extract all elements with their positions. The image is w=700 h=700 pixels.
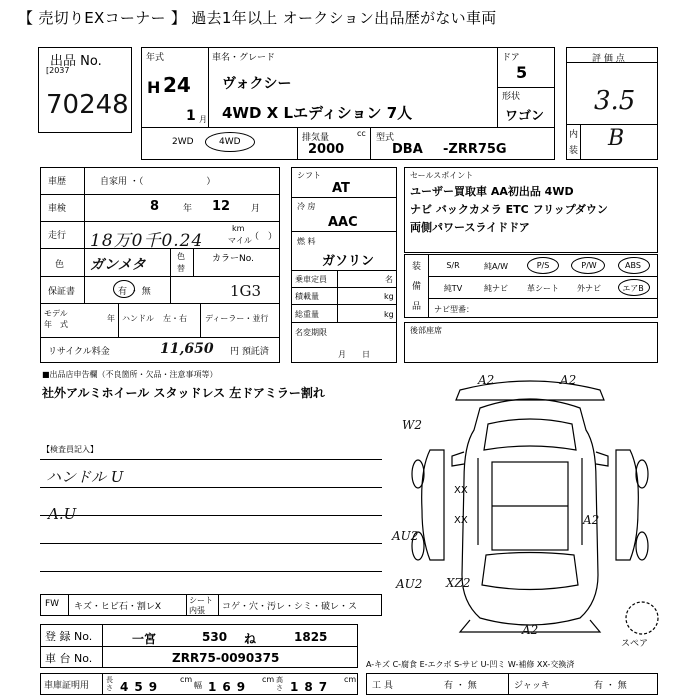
- floor-items: キズ・ヒビ石・割レX: [74, 602, 161, 612]
- recycle-unit: 円 預託済: [230, 347, 269, 357]
- width-value: 169: [208, 680, 252, 694]
- inspection-year-unit: 年: [183, 204, 193, 214]
- mileage-km: km: [232, 224, 245, 233]
- load-label: 積載量: [295, 292, 319, 301]
- lot-label: 出品 No.: [50, 54, 102, 69]
- score-label: 評 価 点: [592, 54, 625, 64]
- interior-label-1: 内: [569, 130, 579, 140]
- model-year-unit: 年: [107, 314, 115, 323]
- equip-pw-circle: [571, 257, 605, 274]
- name-change-unit: 月 日: [338, 350, 370, 359]
- sales-point-line-1: ユーザー買取車 AA初出品 4WD: [410, 185, 574, 198]
- month-unit: 月: [199, 115, 207, 124]
- equip-navi: 純ナビ: [484, 284, 508, 293]
- lot-prefix: [2037: [46, 66, 70, 75]
- chassis-label: 車 台 No.: [45, 652, 93, 665]
- equip-alloy: 純A/W: [483, 262, 509, 271]
- damage-mark-roof-2: XX: [454, 515, 468, 526]
- history-value: 自家用 ・（ ）: [100, 177, 216, 187]
- shape-value: ワゴン: [505, 109, 545, 124]
- equip-leather: 革シート: [527, 284, 559, 293]
- year-value: 24: [163, 73, 191, 97]
- recycle-amount: 11,650: [160, 341, 214, 357]
- mileage-paren: （ ）: [250, 232, 278, 242]
- handle-options: 左・右: [163, 314, 187, 323]
- legend-line-1: A-キズ C-腐食 E-エクボ S-サビ U-凹ミ W-補修 XX-交換済: [366, 660, 575, 669]
- color-written: ガンメタ: [90, 257, 146, 273]
- interior-label-2: 装: [569, 146, 579, 156]
- reg-kana: ね: [244, 632, 257, 646]
- equip-tv: 純TV: [443, 284, 463, 293]
- equip-airbag-circle: [618, 279, 650, 296]
- warranty-options: 有 ・ 無: [118, 287, 151, 297]
- spare-label: スペア: [621, 639, 649, 649]
- model-year-1: モデル: [44, 309, 68, 318]
- equip-abs: ABS: [625, 261, 641, 270]
- chassis-number: ZRR75-0090375: [172, 651, 280, 665]
- capacity-label: 乗車定員: [295, 275, 327, 284]
- drive-4wd-circle: [205, 132, 255, 152]
- sales-point-line-2: ナビ バックカメラ ETC フリップダウン: [410, 203, 608, 216]
- model-code: -ZRR75G: [443, 142, 507, 157]
- score-value: 3.5: [594, 86, 636, 116]
- damage-mark-rear-bumper: A2: [522, 623, 539, 637]
- name-label: 車名・グレード: [212, 53, 276, 63]
- car-diagram: [400, 370, 660, 640]
- mileage-label: 走行: [48, 231, 67, 241]
- inspector-line-2: A.U: [48, 505, 77, 523]
- model-year-2: 年 式: [44, 320, 68, 329]
- color-label: 色: [55, 260, 65, 270]
- jack-options: 有 ・ 無: [594, 681, 627, 691]
- color-no-value: 1G3: [230, 282, 262, 300]
- remarks-label: ■出品店申告欄（不良箇所・欠品・注意事項等）: [42, 370, 218, 379]
- model-label: 型式: [376, 133, 395, 143]
- reg-label: 登 録 No.: [45, 630, 93, 643]
- history-label: 車歴: [48, 177, 67, 187]
- inspection-month-unit: 月: [251, 204, 261, 214]
- reg-number: 1825: [294, 630, 328, 644]
- gross-unit: kg: [384, 310, 394, 319]
- name-change-label: 名変期限: [295, 328, 327, 337]
- dimensions-label: 車庫証明用: [44, 681, 90, 691]
- car-name: ヴォクシー: [222, 76, 292, 92]
- height-cm: cm: [344, 675, 357, 684]
- shift-label: シフト: [297, 171, 321, 180]
- floor-label: FW: [45, 599, 60, 609]
- color-no-label: カラーNo.: [212, 254, 254, 264]
- height-value: 187: [290, 680, 334, 694]
- mileage-written: 18万0千0.24: [90, 231, 204, 251]
- rear-seat-label: 後部座席: [410, 326, 442, 335]
- tools-options: 有 ・ 無: [444, 681, 477, 691]
- damage-mark-windshield: W2: [402, 418, 422, 432]
- doors-value: 5: [516, 63, 528, 82]
- shift-value: AT: [332, 181, 350, 196]
- year-label: 年式: [146, 53, 165, 63]
- color-change-2: 替: [177, 264, 185, 273]
- height-label: 高さ: [276, 676, 283, 692]
- drive-4wd: 4WD: [219, 137, 241, 147]
- inspection-month: 12: [212, 199, 231, 214]
- warranty-label: 保証書: [48, 287, 76, 297]
- handle-label: ハンドル: [122, 314, 154, 323]
- damage-mark-left-side: AU2: [392, 529, 419, 543]
- seat-label-2: 内張: [189, 606, 205, 615]
- inspection-label: 車検: [48, 204, 67, 214]
- history-table: [40, 167, 280, 363]
- ac-value: AAC: [328, 215, 358, 230]
- width-label: 幅: [194, 681, 202, 690]
- displacement-cc: cc: [357, 129, 366, 138]
- ac-label: 冷 房: [297, 202, 316, 211]
- drive-2wd: 2WD: [172, 137, 194, 147]
- equip-sunroof: S/R: [446, 261, 460, 270]
- inspection-year: 8: [150, 199, 160, 214]
- doors-label: ドア: [502, 53, 520, 63]
- car-grade: 4WD X Lエディション 7人: [222, 104, 413, 122]
- shape-label: 形状: [502, 92, 521, 102]
- seat-items: コゲ・穴・汚レ・シミ・破レ・ス: [222, 602, 358, 612]
- banner-title: 【 売切りEXコーナー 】 過去1年以上 オークション出品歴がない車両: [18, 9, 497, 27]
- rear-seat-box: [404, 322, 658, 363]
- jack-label: ジャッキ: [514, 681, 550, 691]
- navi-model-label: ナビ型番：: [434, 305, 474, 314]
- equip-pw: P/W: [581, 261, 597, 270]
- damage-mark-roof-1: XX: [454, 485, 468, 496]
- length-cm: cm: [180, 675, 193, 684]
- gross-label: 総重量: [295, 310, 319, 319]
- equipment-label-3: 品: [412, 302, 422, 312]
- equip-ext-navi: 外ナビ: [577, 284, 601, 293]
- equipment-label-1: 装: [412, 262, 422, 272]
- mileage-mile: マイル: [228, 236, 252, 245]
- damage-mark-rear: XZ2: [446, 576, 471, 590]
- model-prefix: DBA: [392, 142, 423, 157]
- remarks-text: 社外アルミホイール スタッドレス 左ドアミラー割れ: [42, 386, 325, 400]
- damage-mark-right-side: A2: [583, 513, 600, 527]
- dealer-options: ディーラー・並行: [205, 314, 269, 323]
- warranty-circle: [113, 280, 135, 298]
- load-unit: kg: [384, 292, 394, 301]
- displacement-value: 2000: [308, 142, 345, 157]
- reg-city: 一宮: [132, 632, 157, 646]
- displacement-label: 排気量: [302, 133, 330, 143]
- equip-ps: P/S: [536, 261, 550, 270]
- year-era: H: [147, 78, 161, 97]
- fuel-value: ガソリン: [322, 254, 375, 269]
- reg-class: 530: [202, 630, 228, 644]
- lot-number: 70248: [46, 90, 129, 120]
- seat-label-1: シート: [189, 596, 213, 605]
- length-value: 459: [120, 680, 164, 694]
- sales-points-label: セールスポイント: [410, 171, 474, 180]
- color-change-1: 色: [177, 252, 185, 261]
- fuel-label: 燃 料: [297, 237, 316, 246]
- equipment-label-2: 備: [412, 282, 422, 292]
- damage-mark-left-rear: AU2: [396, 577, 423, 591]
- inspector-label: 【検査員記入】: [42, 445, 98, 454]
- recycle-label: リサイクル料金: [48, 347, 110, 357]
- damage-mark-front-right: A2: [560, 373, 577, 387]
- length-label: 長さ: [106, 676, 113, 692]
- damage-mark-front-left: A2: [478, 373, 495, 387]
- equip-ps-circle: [527, 257, 559, 274]
- interior-value: B: [608, 126, 625, 151]
- capacity-unit: 名: [385, 275, 393, 284]
- equip-airbag: エアB: [622, 284, 644, 293]
- width-cm: cm: [262, 675, 275, 684]
- month-value: 1: [186, 108, 196, 124]
- equip-abs-circle: [618, 257, 650, 274]
- tools-label: 工 具: [372, 681, 393, 691]
- sales-point-line-3: 両側パワースライドドア: [410, 221, 530, 234]
- inspector-line-1: ハンドル U: [46, 468, 124, 486]
